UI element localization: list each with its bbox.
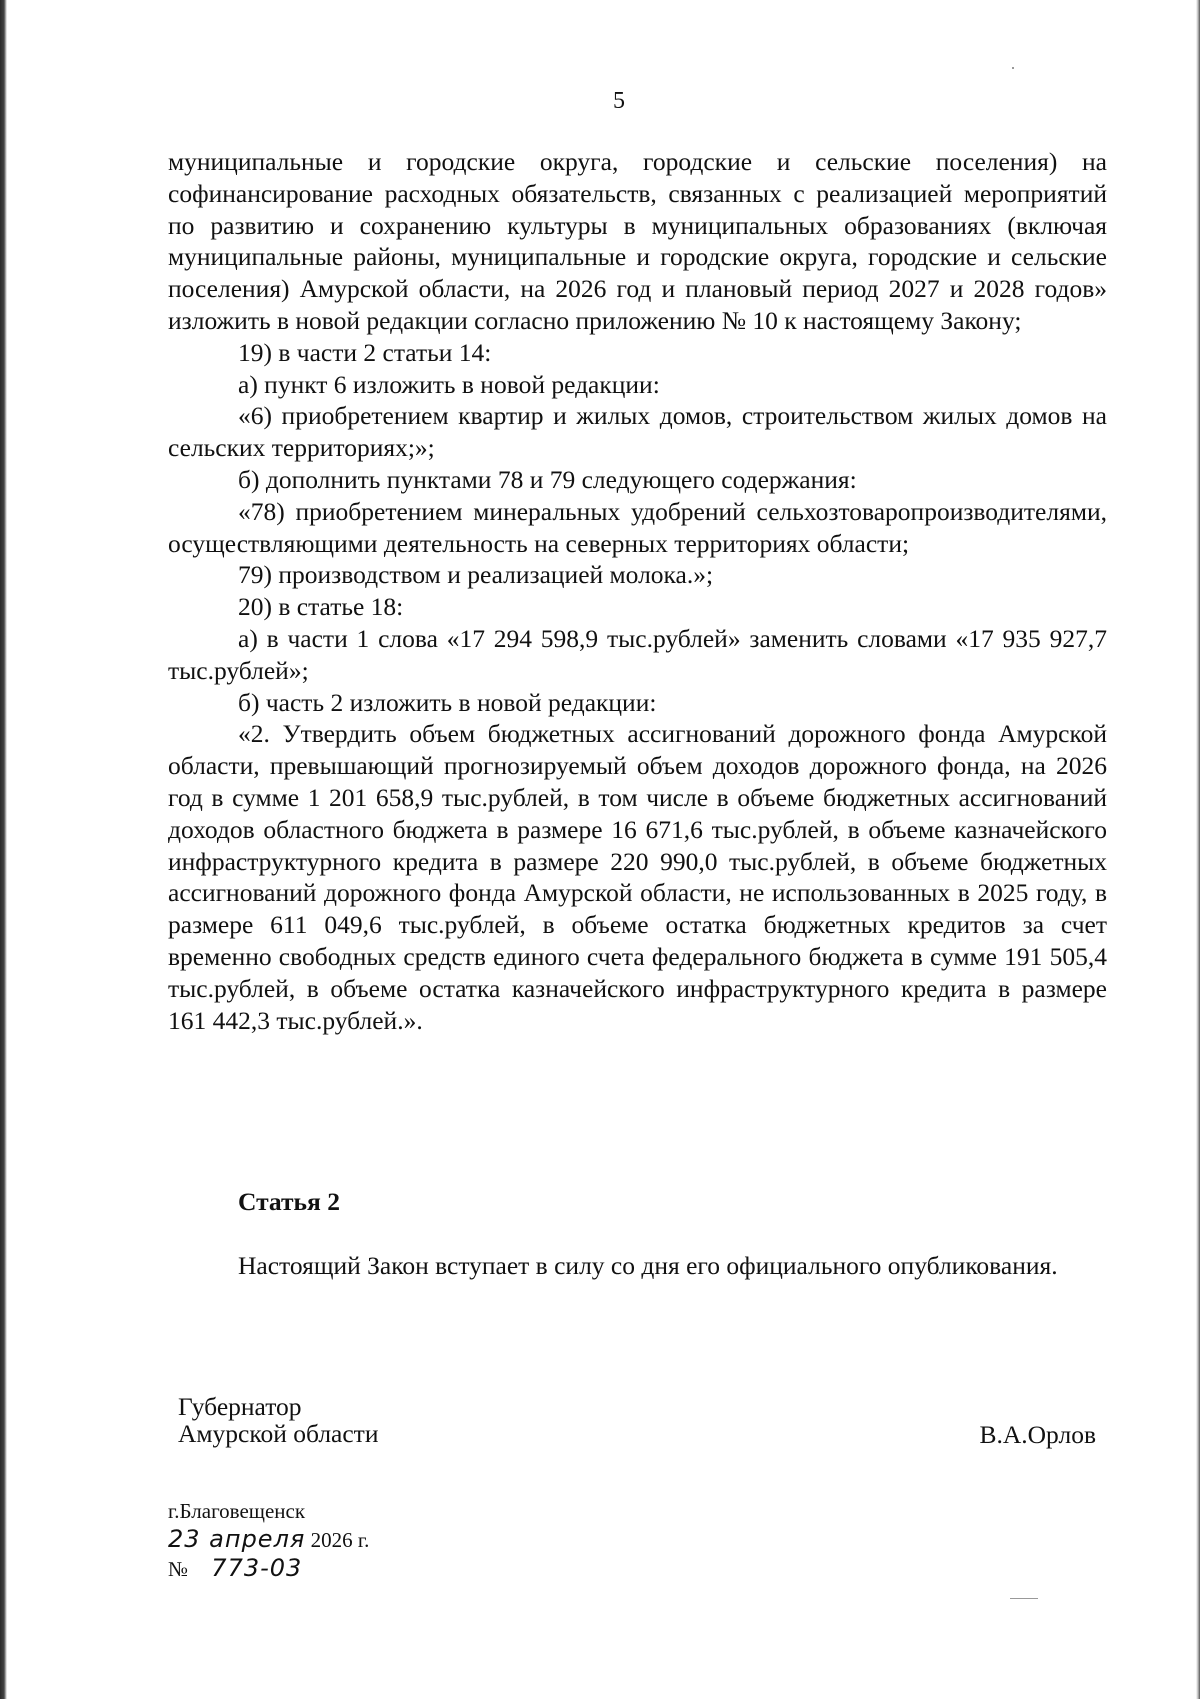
footer-number-line	[168, 1554, 369, 1583]
footer-number-prefix: №	[168, 1557, 189, 1581]
footer-city: г.Благовещенск	[168, 1499, 306, 1523]
scan-speck	[1010, 1598, 1038, 1599]
document-body	[168, 146, 1107, 1036]
footer-year: 2026 г.	[310, 1528, 370, 1552]
footer-block	[168, 1497, 369, 1583]
paragraph-continuation: муниципальные и городские округа, городские и сельские поселения) на софинансирование расходных обязательств, связанных с реализацией мероприятий по развитию и сохранению культуры в муниципальных образованиях (включая муниципальные районы, муниципальные и городские округа, городские и сельские поселения) Амурской области, на 2026 год и плановый период 2027 и 2028 годов» изложить в новой редакции согласно приложению № 10 к настоящему Закону;	[168, 147, 1107, 335]
paragraph-quote-2: «2. Утвердить объем бюджетных ассигнований дорожного фонда Амурской области, превышающий прогнозируемый объем доходов дорожного фонда, на 2026 год в сумме 1 201 658,9 тыс.рублей, в том числе в объеме бюджетных ассигнований доходов областного бюджета в размере 16 671,6 тыс.рублей, в объеме казначейского инфраструктурного кредита в размере 220 990,0 тыс.рублей, в объеме бюджетных ассигнований дорожного фонда Амурской области, не использованных в 2025 году, в размере 611 049,6 тыс.рублей, в объеме остатка бюджетных кредитов за счет временно свободных средств единого счета федерального бюджета в сумме 191 505,4 тыс.рублей, в объеме остатка казначейского инфраструктурного кредита в размере 161 442,3 тыс.рублей.».	[168, 719, 1107, 1035]
paragraph-quote-6: «6) приобретением квартир и жилых домов, строительством жилых домов на сельских территориях;»;	[168, 401, 1107, 463]
page-number: 5	[613, 88, 625, 114]
footer-date-handwritten: 23 апреля	[168, 1525, 306, 1553]
footer-date-line	[168, 1525, 369, 1554]
scan-right-edge	[1196, 0, 1200, 1699]
paragraph-subitem-a-18: а) в части 1 слова «17 294 598,9 тыс.рублей» заменить словами «17 935 927,7 тыс.рублей»;	[168, 623, 1107, 685]
article-heading: Статья 2	[238, 1187, 340, 1216]
article-text: Настоящий Закон вступает в силу со дня его официального опубликования.	[238, 1251, 1058, 1280]
signature-name: В.А.Орлов	[979, 1420, 1096, 1449]
paragraph-subitem-b: б) дополнить пунктами 78 и 79 следующего содержания:	[238, 464, 857, 494]
scan-speck	[1012, 67, 1014, 69]
footer-number-handwritten: 773-03	[211, 1554, 303, 1582]
paragraph-item-20: 20) в статье 18:	[238, 592, 404, 622]
signature-position-line1: Губернатор	[178, 1392, 302, 1421]
signature-position	[178, 1393, 378, 1447]
paragraph-item-19: 19) в части 2 статьи 14:	[238, 337, 492, 367]
signature-position-line2: Амурской области	[178, 1419, 379, 1448]
paragraph-quote-79: 79) производством и реализацией молока.»;	[238, 560, 714, 590]
scan-left-edge	[0, 0, 7, 1699]
paragraph-subitem-b-18: б) часть 2 изложить в новой редакции:	[238, 687, 657, 717]
paragraph-quote-78: «78) приобретением минеральных удобрений сельхозтоваропроизводителями, осуществляющими деятельность на северных территориях области;	[168, 496, 1107, 558]
paragraph-subitem-a: а) пункт 6 изложить в новой редакции:	[238, 369, 660, 399]
